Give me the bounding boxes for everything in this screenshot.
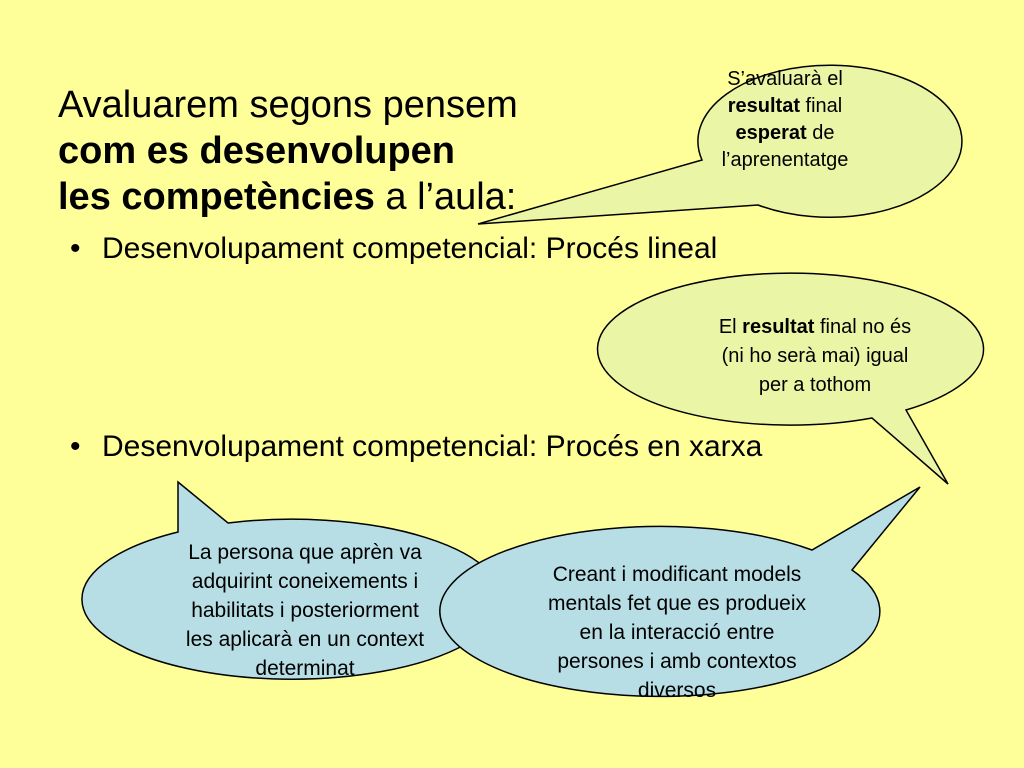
green-bubble-mid-text <box>650 313 980 400</box>
bubble-line: La persona que aprèn va <box>188 541 422 564</box>
slide-title <box>58 82 518 220</box>
bubble-line: les aplicarà en un context <box>185 628 425 651</box>
bubble-line: persones i amb contextos <box>557 650 797 673</box>
bubble-bold: esperat <box>735 122 807 144</box>
bullet-dot-icon: • <box>70 232 81 265</box>
bubble-line: S’avaluarà el <box>727 68 843 90</box>
title-line-1: Avaluarem segons pensem <box>58 84 518 126</box>
bullet-network-text: Desenvolupament competencial: Procés en xarxa <box>102 430 763 463</box>
bubble-line: Creant i modificant models <box>552 563 802 586</box>
bubble-line: mentals fet que es produeix <box>548 592 806 615</box>
bubble-line: final no és <box>814 316 912 338</box>
blue-bubble-right-text <box>512 560 842 705</box>
green-bubble-top-text <box>690 66 880 174</box>
bubble-line: El <box>718 316 743 338</box>
bullet-network <box>70 430 762 464</box>
bullet-linear <box>70 232 717 266</box>
bullet-linear-text: Desenvolupament competencial: Procés lineal <box>102 232 718 265</box>
bubble-line: determinat <box>255 657 355 680</box>
title-line-2: com es desenvolupen <box>58 130 456 172</box>
bubble-line: final <box>800 95 843 117</box>
bubble-line: per a tothom <box>758 374 872 396</box>
bubble-line: de <box>806 122 835 144</box>
bubble-line: l’aprenentatge <box>721 149 849 171</box>
title-line-3-rest: a l’aula: <box>374 176 517 218</box>
bubble-line: (ni ho serà mai) igual <box>721 345 909 367</box>
bubble-line: habilitats i posteriorment <box>191 599 419 622</box>
title-line-3-bold: les competències <box>58 176 375 218</box>
bubble-line: diversos <box>637 679 717 702</box>
bubble-bold: resultat <box>727 95 800 117</box>
bubble-line: adquirint coneixements i <box>191 570 419 593</box>
bubble-line: en la interacció entre <box>579 621 775 644</box>
bubble-bold: resultat <box>742 316 815 338</box>
bullet-dot-icon: • <box>70 430 81 463</box>
blue-bubble-left-text <box>146 538 464 683</box>
